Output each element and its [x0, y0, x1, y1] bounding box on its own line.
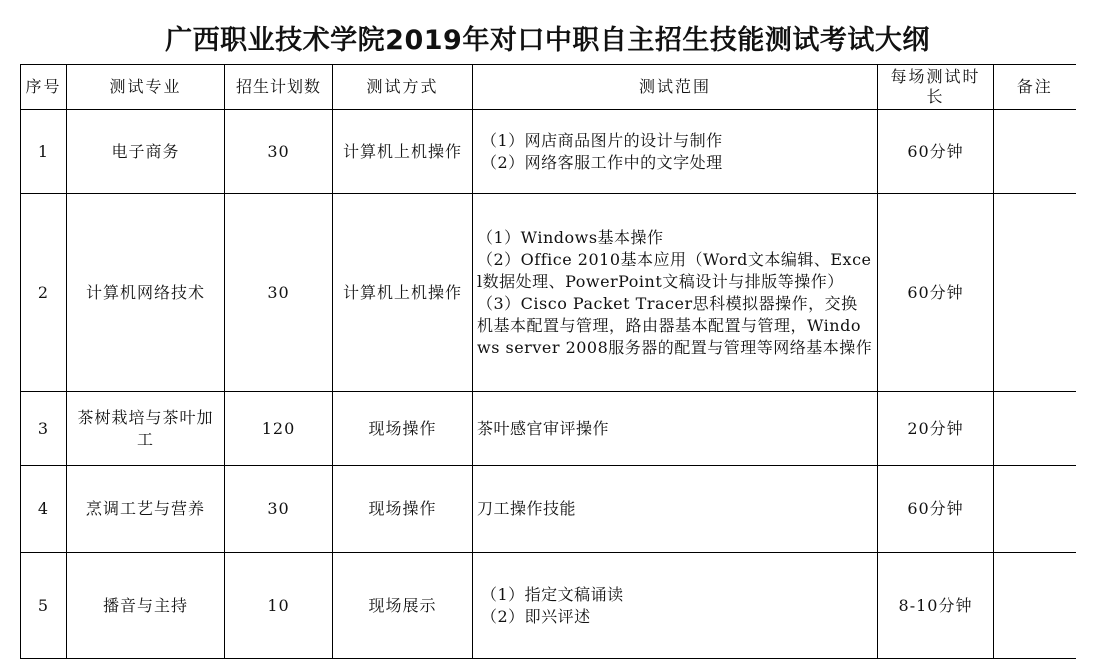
table-row	[21, 194, 1076, 392]
row-scope	[473, 553, 878, 659]
row-method: 现场展示	[333, 553, 473, 659]
row-remarks	[994, 553, 1076, 659]
row-scope	[473, 466, 878, 553]
row-seq: 2	[21, 194, 67, 392]
row-method: 现场操作	[333, 466, 473, 553]
row-plan: 120	[225, 392, 333, 466]
scope-line: 刀工操作技能	[477, 499, 577, 518]
scope-line: （3）Cisco Packet Tracer思科模拟器操作，交换机基本配置与管理，路由器基本配置与管理，Windows server 2008服务器的配置与管理等网络基本操作	[477, 293, 873, 357]
row-scope	[473, 194, 878, 392]
header-method: 测试方式	[333, 65, 473, 110]
scope-line: （1）网店商品图片的设计与制作	[481, 130, 723, 150]
page-title: 广西职业技术学院2019年对口中职自主招生技能测试考试大纲	[165, 25, 930, 56]
row-method: 计算机上机操作	[333, 110, 473, 194]
row-remarks	[994, 466, 1076, 553]
row-seq: 3	[21, 392, 67, 466]
table-row	[21, 466, 1076, 553]
row-major: 播音与主持	[67, 553, 225, 659]
scope-line: 茶叶感官审评操作	[477, 418, 610, 438]
row-duration: 60分钟	[878, 110, 994, 194]
row-method: 现场操作	[333, 392, 473, 466]
header-duration: 每场测试时长	[878, 65, 994, 110]
row-duration: 60分钟	[878, 194, 994, 392]
header-seq: 序号	[21, 65, 67, 110]
row-major: 计算机网络技术	[67, 194, 225, 392]
header-major: 测试专业	[67, 65, 225, 110]
scope-line: （1）指定文稿诵读	[481, 584, 624, 604]
row-plan: 10	[225, 553, 333, 659]
row-duration: 8-10分钟	[878, 553, 994, 659]
header-plan: 招生计划数	[225, 65, 333, 110]
row-seq: 5	[21, 553, 67, 659]
row-duration: 20分钟	[878, 392, 994, 466]
row-scope	[473, 110, 878, 194]
header-remarks: 备注	[994, 65, 1076, 110]
row-method: 计算机上机操作	[333, 194, 473, 392]
row-remarks	[994, 392, 1076, 466]
row-major: 电子商务	[67, 110, 225, 194]
row-major: 烹调工艺与营养	[67, 466, 225, 553]
row-plan: 30	[225, 194, 333, 392]
table-row	[21, 110, 1076, 194]
header-scope: 测试范围	[473, 65, 878, 110]
table-row	[21, 553, 1076, 659]
scope-line: （2）网络客服工作中的文字处理	[481, 152, 723, 172]
row-major: 茶树栽培与茶叶加工	[67, 392, 225, 466]
row-seq: 4	[21, 466, 67, 553]
scope-line: （2）Office 2010基本应用（Word文本编辑、Excel数据处理、PowerPoint文稿设计与排版等操作）	[477, 249, 872, 291]
row-remarks	[994, 194, 1076, 392]
row-duration: 60分钟	[878, 466, 994, 553]
scope-line: （1）Windows基本操作	[477, 227, 664, 247]
row-remarks	[994, 110, 1076, 194]
row-plan: 30	[225, 110, 333, 194]
scope-line: （2）即兴评述	[481, 606, 591, 626]
exam-outline-table	[20, 64, 1076, 659]
row-scope	[473, 392, 878, 466]
row-seq: 1	[21, 110, 67, 194]
table-row	[21, 392, 1076, 466]
row-plan: 30	[225, 466, 333, 553]
table-header-row	[21, 65, 1076, 110]
